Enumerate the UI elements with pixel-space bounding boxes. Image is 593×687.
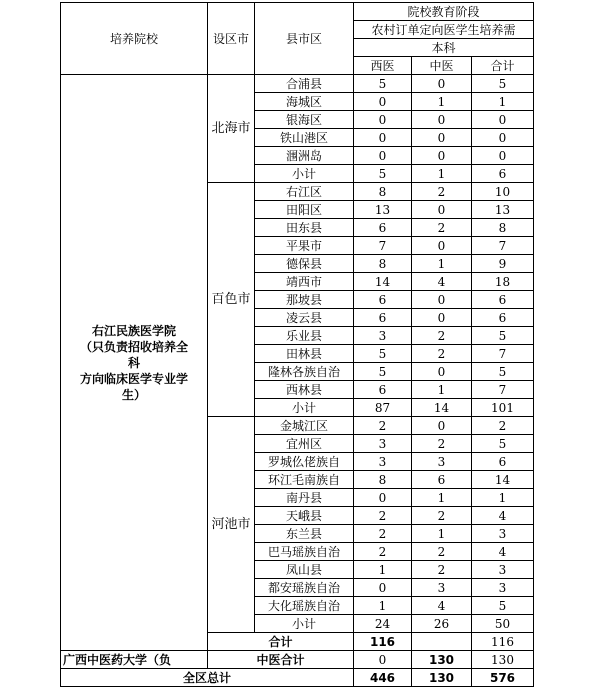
western-count: 0: [354, 129, 412, 147]
header-city: 设区市: [208, 3, 255, 75]
tcm-count: 2: [412, 345, 472, 363]
header-county: 县市区: [255, 3, 354, 75]
tcm-count: 3: [412, 579, 472, 597]
tcm-count: 2: [412, 327, 472, 345]
total-count: 18: [472, 273, 534, 291]
tcm-count: 0: [412, 237, 472, 255]
school-name-line: 方向临床医学专业学: [79, 371, 188, 386]
school-name-line: 科: [127, 355, 140, 370]
tcm-count: 0: [412, 75, 472, 93]
county-name: 右江区: [255, 183, 354, 201]
school2-row: [61, 651, 534, 669]
county-name: 合浦县: [255, 75, 354, 93]
total-count: 7: [472, 237, 534, 255]
tcm-count: 4: [412, 273, 472, 291]
tcm-count: 4: [412, 597, 472, 615]
county-name: 德保县: [255, 255, 354, 273]
western-count: 1: [354, 561, 412, 579]
total-count: 3: [472, 579, 534, 597]
tcm-count: 26: [412, 615, 472, 633]
tcm-count: 1: [412, 255, 472, 273]
city-name: 河池市: [208, 417, 255, 633]
western-count: 5: [354, 75, 412, 93]
total-count: 101: [472, 399, 534, 417]
total-count: 0: [472, 147, 534, 165]
county-name: 小计: [255, 615, 354, 633]
total-count: 3: [472, 525, 534, 543]
county-name: 平果市: [255, 237, 354, 255]
tcm-count: 2: [412, 183, 472, 201]
western-count: 8: [354, 471, 412, 489]
grand-total-western: 446: [354, 669, 412, 687]
header-tcm: 中医: [412, 57, 472, 75]
county-name: 都安瑶族自治: [255, 579, 354, 597]
grand-total-row: [61, 669, 534, 687]
county-name: 凌云县: [255, 309, 354, 327]
tcm-count: 1: [412, 93, 472, 111]
western-count: 0: [354, 489, 412, 507]
quota-table: [60, 2, 534, 687]
western-count: 2: [354, 543, 412, 561]
county-name: 巴马瑶族自治: [255, 543, 354, 561]
western-count: 3: [354, 453, 412, 471]
tcm-count: 0: [412, 147, 472, 165]
tcm-count: 1: [412, 165, 472, 183]
header-stage: 院校教育阶段: [354, 3, 534, 21]
city-name: 北海市: [208, 75, 255, 183]
western-count: 87: [354, 399, 412, 417]
western-count: 24: [354, 615, 412, 633]
school-total-sum: 116: [472, 633, 534, 651]
school-total-western: 116: [354, 633, 412, 651]
total-count: 1: [472, 489, 534, 507]
tcm-count: 3: [412, 453, 472, 471]
total-count: 5: [472, 435, 534, 453]
western-count: 14: [354, 273, 412, 291]
total-count: 2: [472, 417, 534, 435]
western-count: 6: [354, 219, 412, 237]
total-count: 5: [472, 363, 534, 381]
county-name: 小计: [255, 165, 354, 183]
county-name: 海城区: [255, 93, 354, 111]
total-count: 7: [472, 381, 534, 399]
county-name: 罗城仫佬族自: [255, 453, 354, 471]
tcm-count: 2: [412, 543, 472, 561]
city-name: 百色市: [208, 183, 255, 417]
total-count: 6: [472, 165, 534, 183]
school2-name: 广西中医药大学（负: [61, 651, 208, 669]
tcm-count: 0: [412, 111, 472, 129]
tcm-count: 2: [412, 219, 472, 237]
school2-total: 130: [472, 651, 534, 669]
header-program: 农村订单定向医学生培养需: [354, 21, 534, 39]
table-row: [61, 75, 534, 93]
header-western: 西医: [354, 57, 412, 75]
county-name: 田东县: [255, 219, 354, 237]
tcm-count: 0: [412, 309, 472, 327]
western-count: 8: [354, 183, 412, 201]
total-count: 6: [472, 453, 534, 471]
western-count: 0: [354, 579, 412, 597]
western-count: 3: [354, 435, 412, 453]
county-name: 天峨县: [255, 507, 354, 525]
western-count: 2: [354, 417, 412, 435]
header-level: 本科: [354, 39, 534, 57]
tcm-count: 0: [412, 129, 472, 147]
county-name: 环江毛南族自: [255, 471, 354, 489]
western-count: 5: [354, 363, 412, 381]
county-name: 宜州区: [255, 435, 354, 453]
total-count: 50: [472, 615, 534, 633]
western-count: 1: [354, 597, 412, 615]
total-count: 5: [472, 327, 534, 345]
western-count: 6: [354, 309, 412, 327]
county-name: 小计: [255, 399, 354, 417]
county-name: 南丹县: [255, 489, 354, 507]
tcm-count: 1: [412, 489, 472, 507]
county-name: 乐业县: [255, 327, 354, 345]
school-name-line: 右江民族医学院: [91, 323, 176, 338]
western-count: 5: [354, 165, 412, 183]
western-count: 0: [354, 111, 412, 129]
total-count: 6: [472, 291, 534, 309]
western-count: 2: [354, 525, 412, 543]
county-name: 西林县: [255, 381, 354, 399]
western-count: 2: [354, 507, 412, 525]
school2-label: 中医合计: [208, 651, 354, 669]
tcm-count: 0: [412, 291, 472, 309]
county-name: 田阳区: [255, 201, 354, 219]
total-count: 8: [472, 219, 534, 237]
total-count: 0: [472, 111, 534, 129]
western-count: 8: [354, 255, 412, 273]
total-count: 4: [472, 543, 534, 561]
tcm-count: 1: [412, 381, 472, 399]
tcm-count: 2: [412, 435, 472, 453]
tcm-count: 1: [412, 525, 472, 543]
total-count: 10: [472, 183, 534, 201]
county-name: 涠洲岛: [255, 147, 354, 165]
county-name: 田林县: [255, 345, 354, 363]
county-name: 铁山港区: [255, 129, 354, 147]
western-count: 7: [354, 237, 412, 255]
grand-total-label: 全区总计: [61, 669, 354, 687]
grand-total-sum: 576: [472, 669, 534, 687]
tcm-count: 2: [412, 561, 472, 579]
tcm-count: 0: [412, 363, 472, 381]
tcm-count: 6: [412, 471, 472, 489]
western-count: 0: [354, 147, 412, 165]
school-total-label: 合计: [208, 633, 354, 651]
county-name: 大化瑶族自治: [255, 597, 354, 615]
western-count: 6: [354, 381, 412, 399]
total-count: 14: [472, 471, 534, 489]
total-count: 3: [472, 561, 534, 579]
total-count: 5: [472, 597, 534, 615]
western-count: 0: [354, 93, 412, 111]
county-name: 东兰县: [255, 525, 354, 543]
western-count: 3: [354, 327, 412, 345]
tcm-count: 14: [412, 399, 472, 417]
quota-sheet: [60, 2, 534, 687]
school-name-cell: [61, 75, 208, 651]
total-count: 4: [472, 507, 534, 525]
tcm-count: 0: [412, 417, 472, 435]
total-count: 1: [472, 93, 534, 111]
school-name-line: （只负责招收培养全: [79, 339, 188, 354]
tcm-count: 2: [412, 507, 472, 525]
county-name: 靖西市: [255, 273, 354, 291]
school2-tcm: 130: [412, 651, 472, 669]
total-count: 7: [472, 345, 534, 363]
total-count: 5: [472, 75, 534, 93]
total-count: 6: [472, 309, 534, 327]
total-count: 0: [472, 129, 534, 147]
county-name: 金城江区: [255, 417, 354, 435]
tcm-count: 0: [412, 201, 472, 219]
county-name: 那坡县: [255, 291, 354, 309]
western-count: 5: [354, 345, 412, 363]
county-name: 凤山县: [255, 561, 354, 579]
header-school: 培养院校: [61, 3, 208, 75]
western-count: 13: [354, 201, 412, 219]
western-count: 6: [354, 291, 412, 309]
header-total: 合计: [472, 57, 534, 75]
school-total-tcm: [412, 633, 472, 651]
school2-western: 0: [354, 651, 412, 669]
total-count: 9: [472, 255, 534, 273]
grand-total-tcm: 130: [412, 669, 472, 687]
county-name: 隆林各族自治: [255, 363, 354, 381]
county-name: 银海区: [255, 111, 354, 129]
total-count: 13: [472, 201, 534, 219]
school-name-line: 生）: [121, 387, 146, 402]
